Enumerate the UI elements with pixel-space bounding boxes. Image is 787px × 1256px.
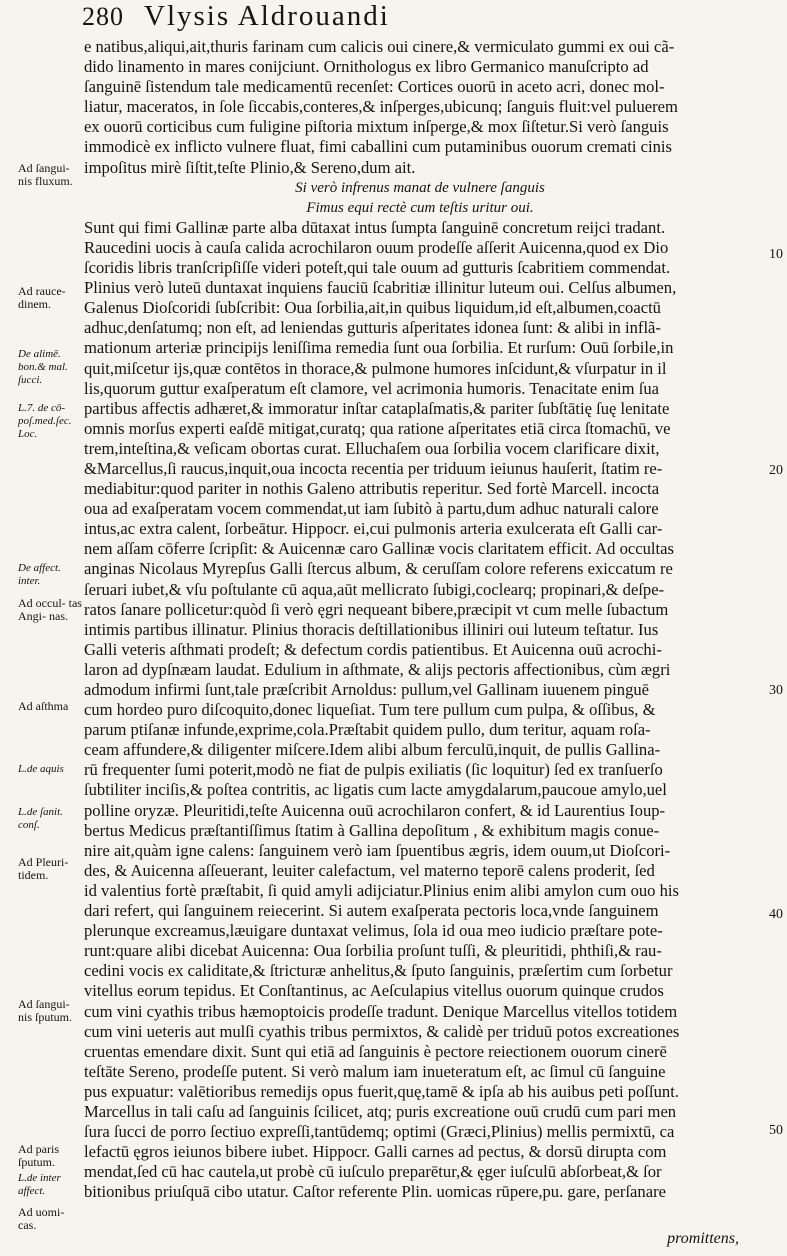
text-line: runt:quare alibi dicebat Auicenna: Oua ſorbilia proſunt tuſſi, & pleuritidi, phthiſi,& rau- xyxy=(84,941,662,961)
text-line: oua ad exaſperatam vocem commendat,ut iam ſubitò à partu,dum adhuc naturali calore xyxy=(84,499,659,519)
text-line: ſeruari iubet,& vſu poſtulante cū aqua,aūt mellicrato ſubigi,coclearq; propinari,& deſpe- xyxy=(84,579,665,599)
text-line: vitellus eorum tepidus. Et Conſtantinus, ac Aeſculapius vitellus ouorum quinque crudos xyxy=(84,981,664,1001)
text-line: des, & Auicenna aſſeuerant, leuiter calefactum, vel materno teporē calens proderit, ſed xyxy=(84,860,655,880)
text-line: ſubtiliter inciſis,& poſtea contritis, ac ligatis cum lacte amygdalarum,paucoue amylo,uel xyxy=(84,780,667,800)
text-line: mationum arteriæ principijs leniſſima remedia ſunt oua ſorbilia. Et rurſum: Ouū ſorbile,in xyxy=(84,338,674,358)
margin-note-de-aquis: L.de aquis xyxy=(18,763,64,775)
text-line: dari refert, qui ſanguinem reiecerint. Si autem exaſperata pectoris loca,vnde ſanguinem xyxy=(84,901,659,921)
text-line: mendat,ſed cū hac cautela,ut probè cū iuſculo preparētur,& ęger iuſculū abſorbeat,& ſor xyxy=(84,1162,662,1182)
text-line: Sunt qui fimi Gallinæ parte alba dūtaxat intus ſumpta ſanguinē concretum reijci tradant. xyxy=(84,217,666,237)
text-line: Marcellus in tali caſu ad ſanguinis ſcilicet, atq; puris excreatione ouū crudū cum pari men xyxy=(84,1101,677,1121)
text-line: admodum infirmi ſunt,tale præſcribit Arnoldus: pullum,vel Gallinam iuuenem pinguē xyxy=(84,680,650,699)
margin-note-paris-sputum: Ad paris ſputum. xyxy=(18,1142,59,1169)
text-line: immodicè ex inflicto vulnere fluat, fimi caballini cum putaminibus ouorum cremati cinis xyxy=(84,137,673,157)
text-line: anginas Nicolaus Myrepſus Galli ſtercus album, & ceruſſam colore referens exiccatum re xyxy=(84,559,673,579)
page-number: 280 xyxy=(82,2,124,31)
text-line: Raucedini uocis à cauſa calida acrochilaron ouum prodeſſe aſſerit Auicenna,quod ex Dio xyxy=(84,237,669,257)
text-line: adhuc,denſatumq; non eſt, ad leniendas gutturis aſperitates idonea ſunt: & alibi in inflã- xyxy=(84,318,661,338)
text-line: id valentius fortè præſtabit, ſi quid amyli adijciatur.Plinius enim alibi amylon cum ouo his xyxy=(84,880,679,900)
text-line: ratos ſanare pollicetur:quòd ſi verò ęgri nequeant bibere,præcipit vt cum melle ſubactum xyxy=(84,599,669,619)
margin-note-asthma: Ad aſthma xyxy=(18,699,69,713)
text-line: dido linamento in mares conijciunt. Ornithologus ex libro Germanico manuſcripto ad xyxy=(84,57,649,77)
text-line: parum ptiſanæ infunde,exprime,cola.Præſtabit quidem pullo, dum teritur, aquam roſa- xyxy=(84,720,651,740)
text-line: mediabitur:quod pariter in nothis Galeno attributis reperitur. Sed fortè Marcell. incocta xyxy=(84,479,660,499)
text-line: liatur, maceratos, in ſole ſiccabis,conteres,& inſperges,ubicunq; ſanguis fluit:vel puluerem xyxy=(84,97,678,117)
text-line: ſanguinē ſistendum tale medicamentū recenſet: Cortices ouorū in aceto acri, donec mol- xyxy=(84,77,665,97)
text-line: plerunque excreamus,læuigare duntaxat velimus, ſola id oua meo iudicio præſtare pote- xyxy=(84,921,663,941)
text-line: lefactū ęgros ieiunos bibere iubet. Hippocr. Galli carnes ad pectus, & dorsū dirupta com xyxy=(84,1142,667,1162)
text-line: Galenus Dioſcoridi ſubſcribit: Oua ſorbilia,ait,in quibus liquidum,id eſt,albumen,coactū xyxy=(84,298,661,318)
page-header xyxy=(82,0,390,30)
text-line: e natibus,aliqui,ait,thuris farinam cum calicis oui cinere,& vermiculato gummi ex oui cã- xyxy=(84,37,675,56)
margin-note-de-inter-affect: L.de inter affect. xyxy=(18,1172,61,1197)
text-line: cedini vocis ex caliditate,& ſtricturæ anhelitus,& ſputo ſanguinis, præſertim cum ſorbetur xyxy=(84,961,673,981)
text-line: Plinius verò luteū duntaxat inquiens fauciū ſcabritiæ illinitur luteum oui. Celſus albumen, xyxy=(84,278,677,298)
text-line: cum vini cyathis tribus hæmoptoicis prodeſſe tradunt. Denique Marcellus vitellos totidem xyxy=(84,1001,678,1021)
text-line: teſtāte Sereno, prodeſſe putent. Si verò malum iam inueteratum eſt, ac ſimul cū ſanguine xyxy=(84,1061,666,1081)
line-number-30: 30 xyxy=(769,683,783,698)
text-line: ex ouorū corticibus cum fuligine piſtoria mixtum inſperge,& mox ſiſtetur.Si verò ſanguis xyxy=(84,117,669,137)
text-line: Galli veteris aſthmati prodeſt; & defectum cordis patientibus. Et Auicenna ouū acrochi- xyxy=(84,639,662,659)
line-number-20: 20 xyxy=(769,463,783,478)
text-line: lis,quorum guttur exaſperatum eſt clamore, vel acrimonia humoris. Tenacitate enim ſua xyxy=(84,378,659,398)
text-line: intimis partibus illinatur. Plinius thoracis deſtillationibus illiniri oui luteum teſtatur. Ius xyxy=(84,619,659,639)
text-line: rū frequenter ſumi poterit,modò ne fiat de pulpis exiliatis (ſic loquitur) ſed ex tranſuerſo xyxy=(84,760,663,780)
text-line: ſcoridis libris tranſcripſiſſe videri poteſt,qui tale ouum ad gutturis ſcabritiem commendat. xyxy=(84,258,671,278)
text-line: polline oryzæ. Pleuritidi,teſte Auicenna ouū acrochilaron confert, & id Laurentius Ioup- xyxy=(84,800,666,820)
margin-note-de-affect-inter: De affect. inter. xyxy=(18,562,61,587)
text-line: laron ad dypſnæam laudat. Edulium in aſthmate, & alijs pectoris affectionibus, cùm ægri xyxy=(84,659,671,679)
text-line: cruentas emendare dixit. Sunt qui etiā ad ſanguinis è pectore reiectionem ouorum cinerē xyxy=(84,1041,667,1061)
margin-note-l7-de-comp: L.7. de cō- poſ.med.ſec. Loc. xyxy=(18,402,72,440)
line-number-50: 50 xyxy=(769,1123,783,1138)
running-head: Vlysis Aldrouandi xyxy=(144,0,390,32)
margin-note-pleuritidem: Ad Pleuri- tidem. xyxy=(18,855,69,882)
margin-note-raucedinem: Ad rauce- dinem. xyxy=(18,284,66,311)
text-line: quit,miſcetur ijs,quæ contētos in thorace,& pulmone humores inſcidunt,& vſurpatur in il xyxy=(84,358,667,378)
text-line: partibus affectis adhæret,& immoratur inſtar cataplaſmatis,& pariter ſubſtātię ſuę lenitate xyxy=(84,398,670,418)
text-line: nire ait,quàm igne calens: ſanguinem verò iam ſpuentibus ægris, idem ouum,ut Dioſcori- xyxy=(84,840,671,860)
margin-note-occultas-anginas: Ad occul- tas Angi- nas. xyxy=(18,596,82,623)
text-line: cum vini ueteris aut mulſi cyathis tribus permixtos, & calidè per triduū potos excreationes xyxy=(84,1021,680,1041)
text-line: Fimus equi rectè cum teſtis uritur oui. xyxy=(306,199,534,216)
margin-note-de-sanit-cons: L.de ſanit. conſ. xyxy=(18,806,63,831)
text-line: Si verò infrenus manat de vulnere ſanguis xyxy=(295,179,545,196)
margin-note-de-alim: De alimē. bon.& mal. ſucci. xyxy=(18,348,68,386)
text-line: &Marcellus,ſi raucus,inquit,oua incocta recentia per triduum ieiunus hauſerit, ſtatim re- xyxy=(84,458,663,478)
margin-note-uomicas: Ad uomi- cas. xyxy=(18,1205,65,1232)
text-line: ceam affundere,& diligenter miſcere.Idem alibi album ferculū,inquit, de pullis Gallina- xyxy=(84,740,661,760)
margin-note-sanguinis-sputum: Ad ſangui- nis ſputum. xyxy=(18,997,73,1024)
text-line: impoſitus mirè ſiſtit,teſte Plinio,& Sereno,dum ait. xyxy=(84,157,416,177)
margin-note-sanguinis-fluxum: Ad ſangui- nis fluxum. xyxy=(18,161,73,188)
text-line: bitionibus priuſquā cibo utatur. Caſtor referente Plin. uomicas rūpere,pu. gare, perſanare xyxy=(84,1182,666,1202)
body-text xyxy=(84,37,756,1202)
text-line: bertus Medicus præſtantiſſimus ſtatim à Gallina depoſitum , & exhibitum magis conue- xyxy=(84,820,660,840)
text-line: ſura ſucci de porro ſectiuo expreſſi,tantūdemq; optimi (Græci,Plinius) mellis permixtū, ca xyxy=(84,1122,675,1142)
line-number-40: 40 xyxy=(769,907,783,922)
text-line: pus expuatur: valētioribus remedijs opus fuerit,quę,tamē & ipſa ab his auibus peti poſſunt. xyxy=(84,1081,679,1101)
text-line: omnis morſus experti eaſdē mitigat,curatq; qua ratione aſperitates etiā circa ſtomachū, ve xyxy=(84,418,671,438)
text-line: nem aſſam cōferre ſcripſit: & Auicennæ caro Gallinæ vocis claritatem efficit. Ad occultas xyxy=(84,539,674,559)
text-line: trem,inteſtina,& veſicam obortas curat. Elluchaſem oua ſorbilia vocem clarificare dixit, xyxy=(84,438,660,458)
catchword: promittens, xyxy=(667,1230,739,1247)
text-line: intus,ac extra calent, ſorbeātur. Hippocr. ei,cui pulmonis arteria exulcerata eſt Galli car- xyxy=(84,519,663,539)
text-line: cum hordeo puro diſcoquito,donec liqueſiat. Tum tere pullum cum pulpa, & oſſibus, & xyxy=(84,700,656,720)
line-number-10: 10 xyxy=(769,247,783,262)
